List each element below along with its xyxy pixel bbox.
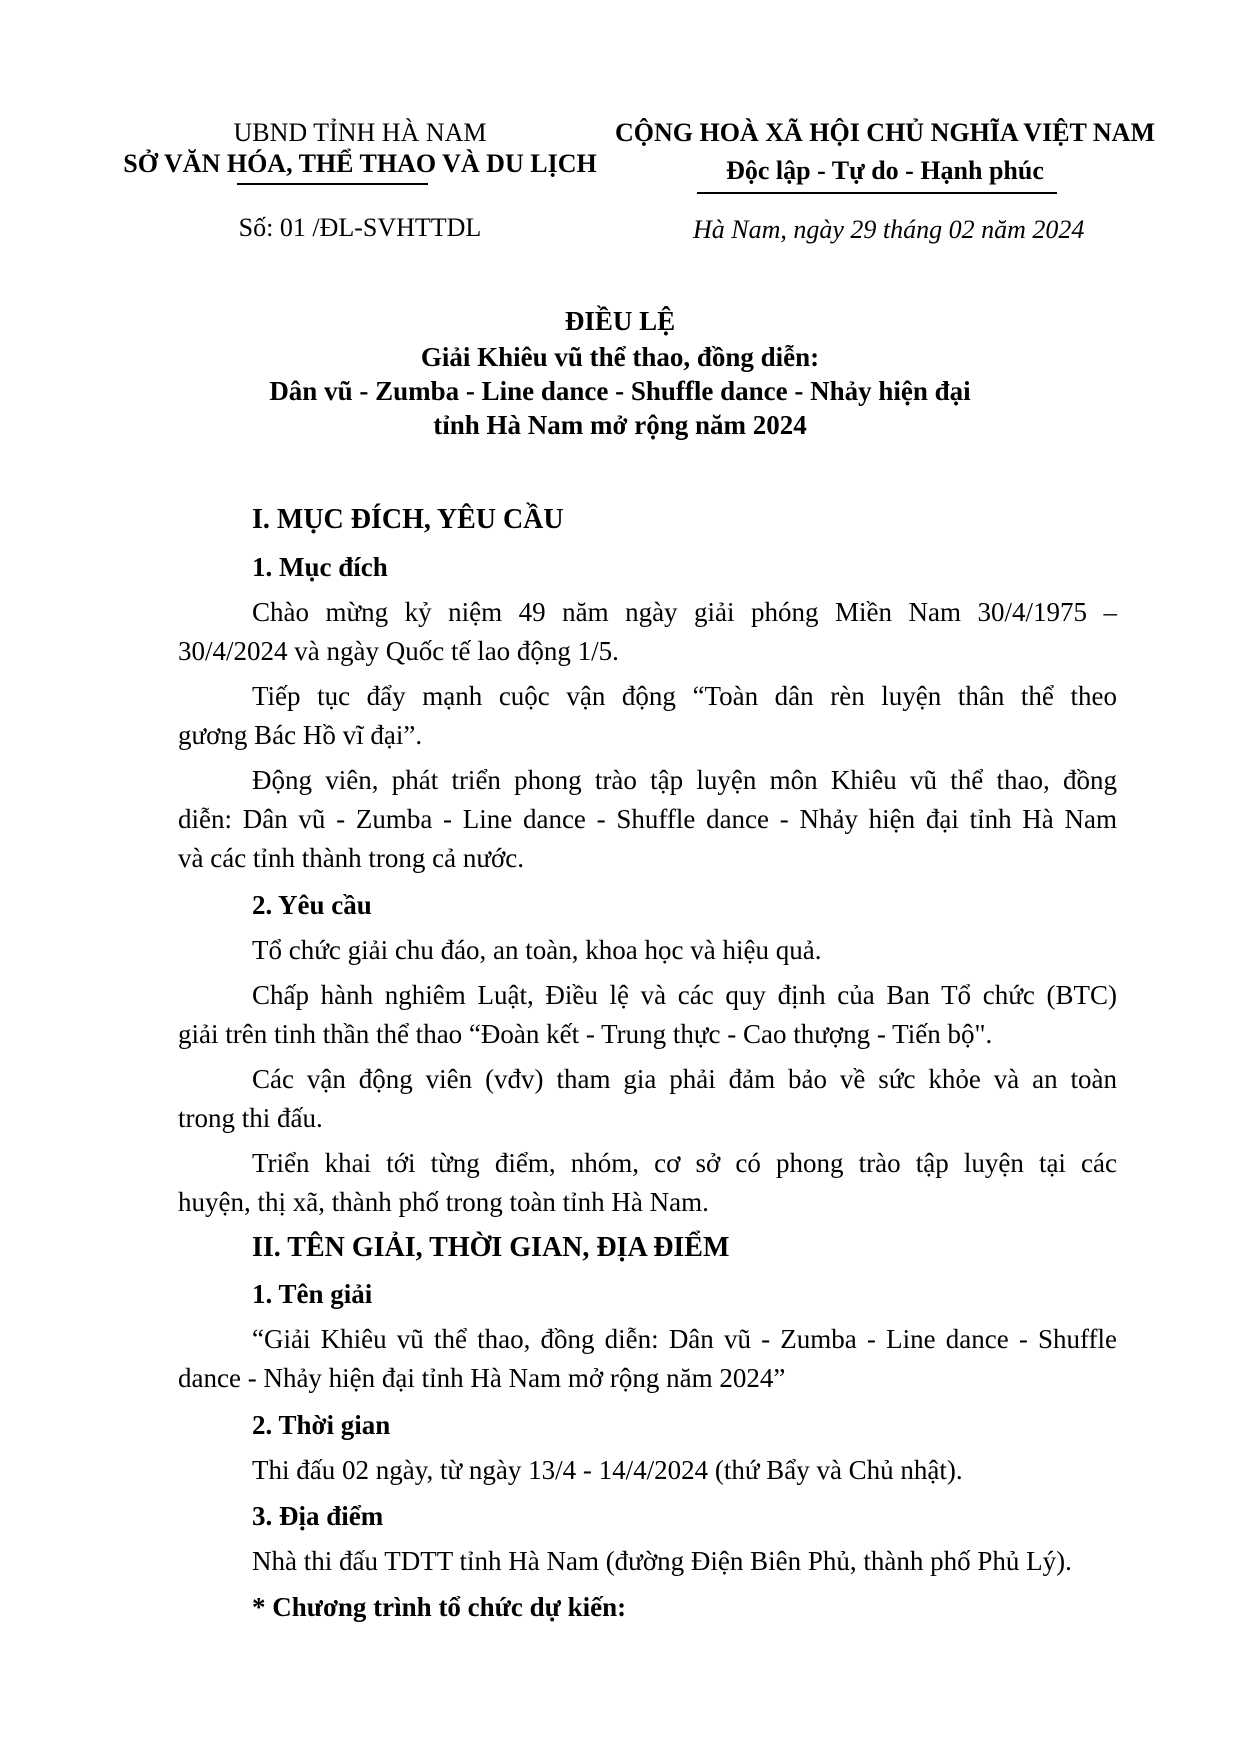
paragraph-line: Tổ chức giải chu đáo, an toàn, khoa học và hiệu quả. bbox=[252, 935, 822, 965]
motto-underline bbox=[697, 192, 1057, 194]
paragraph-line: diễn: Dân vũ - Zumba - Line dance - Shuffle dance - Nhảy hiện đại tỉnh Hà Nam bbox=[178, 804, 1117, 834]
paragraph-line: Chào mừng kỷ niệm 49 năm ngày giải phóng Miền Nam 30/4/1975 – bbox=[252, 597, 1117, 627]
nation-motto: Độc lập - Tự do - Hạnh phúc bbox=[726, 156, 1044, 185]
paragraph-line: Nhà thi đấu TDTT tỉnh Hà Nam (đường Điện Biên Phủ, thành phố Phủ Lý). bbox=[252, 1546, 1072, 1576]
nation-title: CỘNG HOÀ XÃ HỘI CHỦ NGHĨA VIỆT NAM bbox=[614, 118, 1156, 147]
paragraph-line: giải trên tinh thần thể thao “Đoàn kết - Trung thực - Cao thượng - Tiến bộ". bbox=[178, 1019, 993, 1049]
doc-subtitle-2: Dân vũ - Zumba - Line dance - Shuffle dance - Nhảy hiện đại bbox=[269, 376, 971, 406]
section-2-sub-3: 3. Địa điểm bbox=[252, 1501, 384, 1531]
agency-name: SỞ VĂN HÓA, THỂ THAO VÀ DU LỊCH bbox=[123, 149, 597, 178]
doc-subtitle-1: Giải Khiêu vũ thể thao, đồng diễn: bbox=[420, 342, 820, 372]
document-date: Hà Nam, ngày 29 tháng 02 năm 2024 bbox=[693, 215, 1085, 244]
agency-parent: UBND TỈNH HÀ NAM bbox=[233, 118, 487, 147]
program-heading: * Chương trình tổ chức dự kiến: bbox=[252, 1592, 627, 1622]
section-1-sub-2: 2. Yêu cầu bbox=[252, 890, 372, 920]
section-1-sub-1: 1. Mục đích bbox=[252, 552, 388, 582]
section-1-heading: I. MỤC ĐÍCH, YÊU CẦU bbox=[252, 504, 564, 535]
paragraph-line: Triển khai tới từng điểm, nhóm, cơ sở có phong trào tập luyện tại các bbox=[252, 1148, 1117, 1178]
paragraph-line: Động viên, phát triển phong trào tập luyện môn Khiêu vũ thể thao, đồng bbox=[252, 765, 1117, 795]
paragraph-line: gương Bác Hồ vĩ đại”. bbox=[178, 720, 423, 750]
paragraph-line: Tiếp tục đẩy mạnh cuộc vận động “Toàn dân rèn luyện thân thể theo bbox=[252, 681, 1117, 711]
paragraph-line: và các tỉnh thành trong cả nước. bbox=[178, 843, 525, 873]
paragraph-line: Các vận động viên (vđv) tham gia phải đảm bảo về sức khỏe và an toàn bbox=[252, 1064, 1117, 1094]
paragraph-line: “Giải Khiêu vũ thể thao, đồng diễn: Dân vũ - Zumba - Line dance - Shuffle bbox=[252, 1324, 1117, 1354]
section-2-sub-2: 2. Thời gian bbox=[252, 1410, 391, 1440]
doc-subtitle-3: tỉnh Hà Nam mở rộng năm 2024 bbox=[433, 410, 807, 440]
paragraph-line: trong thi đấu. bbox=[178, 1103, 323, 1133]
paragraph-line: huyện, thị xã, thành phố trong toàn tỉnh Hà Nam. bbox=[178, 1187, 709, 1217]
document-number: Số: 01 /ĐL-SVHTTDL bbox=[238, 213, 482, 242]
paragraph-line: dance - Nhảy hiện đại tỉnh Hà Nam mở rộng năm 2024” bbox=[178, 1363, 786, 1393]
agency-underline bbox=[237, 183, 428, 185]
paragraph-line: Chấp hành nghiêm Luật, Điều lệ và các quy định của Ban Tổ chức (BTC) bbox=[252, 980, 1117, 1010]
section-2-sub-1: 1. Tên giải bbox=[252, 1279, 373, 1309]
paragraph-line: Thi đấu 02 ngày, từ ngày 13/4 - 14/4/2024 (thứ Bẩy và Chủ nhật). bbox=[252, 1455, 963, 1485]
doc-title: ĐIỀU LỆ bbox=[564, 306, 676, 336]
section-2-heading: II. TÊN GIẢI, THỜI GIAN, ĐỊA ĐIỂM bbox=[252, 1232, 730, 1263]
paragraph-line: 30/4/2024 và ngày Quốc tế lao động 1/5. bbox=[178, 636, 619, 666]
